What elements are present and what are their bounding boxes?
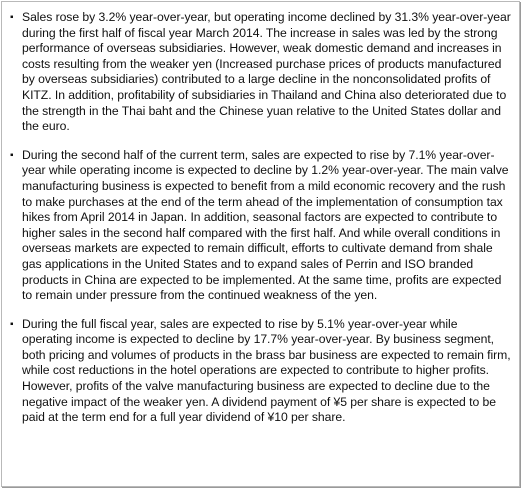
bullet-list [2, 2, 519, 426]
paragraph-full-year: During the full fiscal year, sales are expected to rise by 5.1% year-over-year while operating income is expected to decline by 17.7% year-over-year. By business segment, both pricing and volumes of products in the brass bar business are expected to remain firm, while cost reductions in the hotel operations are expected to contribute to higher profits. However, profits of the valve manufacturing business are expected to decline due to the negative impact of the weaker yen. A dividend payment of ¥5 per share is expected to be paid at the term end for a full year dividend of ¥10 per share. [22, 316, 511, 425]
bullet-icon: ▪ [10, 149, 14, 161]
paragraph-first-half: Sales rose by 3.2% year-over-year, but operating income declined by 31.3% year-over-year during the first half of fiscal year March 2014. The increase in sales was led by the strong performance of overseas subsidiaries. However, weak domestic demand and increases in costs resulting from the weaker yen (Increased purchase prices of products manufactured by overseas subsidiaries) contributed to a large decline in the nonconsolidated profits of KITZ. In addition, profitability of subsidiaries in Thailand and China also deteriorated due to the strength in the Thai baht and the Chinese yuan relative to the United States dollar and the euro. [22, 10, 511, 134]
text-box [1, 1, 520, 487]
bullet-item-full-year [10, 317, 511, 426]
bullet-item-first-half [10, 10, 511, 135]
bullet-item-second-half [10, 148, 511, 304]
bullet-icon: ▪ [10, 12, 14, 23]
paragraph-second-half: During the second half of the current term, sales are expected to rise by 7.1% year-over-year while operating income is expected to decline by 1.2% year-over-year. The main valve manufacturing business is expected to benefit from a mild economic recovery and the rush to make purchases at the end of the term ahead of the implementation of consumption tax hikes from April 2014 in Japan. In addition, seasonal factors are expected to contribute to higher sales in the second half compared with the first half. And while overall conditions in overseas markets are expected to remain difficult, efforts to cultivate demand from shale gas applications in the United States and to expand sales of Perrin and ISO branded products in China are expected to be implemented. At the same time, profits are expected to remain under pressure from the continued weakness of the yen. [22, 147, 509, 303]
bullet-icon: ▪ [10, 318, 14, 330]
